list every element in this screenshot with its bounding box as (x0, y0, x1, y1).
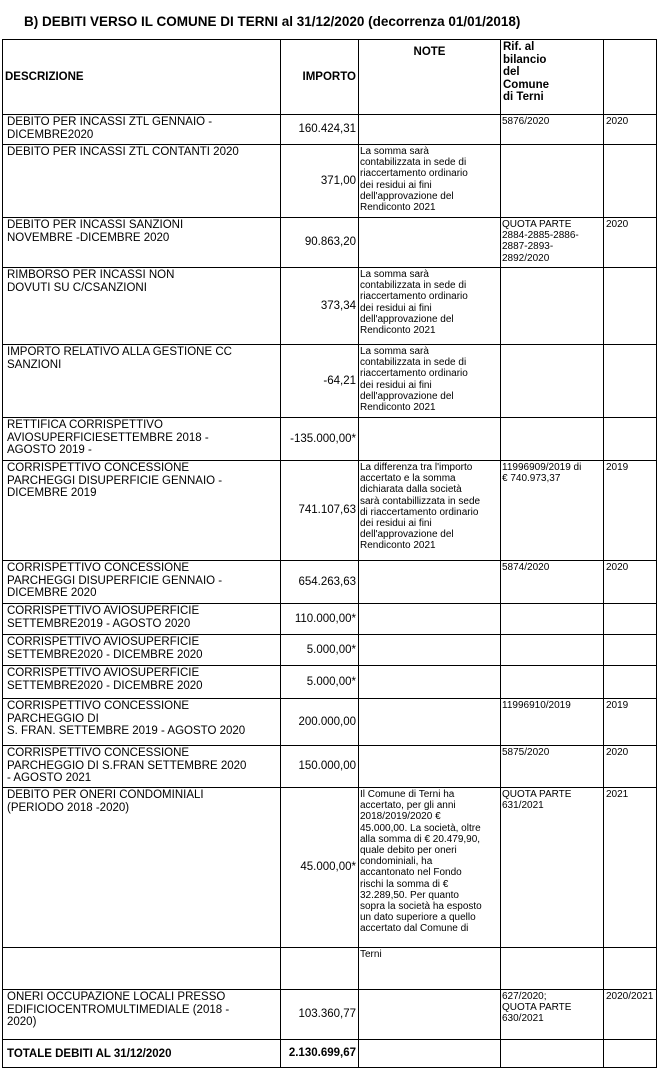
row-importo: 110.000,00* (281, 604, 359, 635)
table-row (3, 604, 657, 635)
row-descrizione: RIMBORSO PER INCASSI NON DOVUTI SU C/CSANZIONI (3, 268, 281, 345)
row-rif-bilancio (501, 948, 604, 990)
row-anno (604, 418, 657, 461)
table-row (3, 461, 657, 561)
row-rif-bilancio: 5874/2020 (501, 561, 604, 604)
total-importo: 2.130.699,67 (281, 1040, 359, 1068)
row-descrizione: CORRISPETTIVO CONCESSIONE PARCHEGGIO DI S.FRAN SETTEMBRE 2020 - AGOSTO 2021 (3, 746, 281, 788)
header-anno (604, 40, 657, 115)
row-anno (604, 268, 657, 345)
row-anno (604, 145, 657, 218)
row-note: La somma sarà contabilizzata in sede di riaccertamento ordinario dei residui ai fini dell'approvazione del Rendiconto 2021 (359, 345, 501, 418)
debts-table (2, 39, 657, 1068)
row-anno: 2020 (604, 115, 657, 145)
table-row (3, 345, 657, 418)
row-anno: 2020/2021 (604, 990, 657, 1040)
row-importo (281, 948, 359, 990)
row-note: Il Comune di Terni ha accertato, per gli anni 2018/2019/2020 € 45.000,00. La società, oltre alla somma di € 20.479,90, quale debito per oneri condominiali, ha accantonato nel Fondo rischi la somma di € 32.289,50. Per quanto sopra la società ha esposto un dato superiore a quello accertato dal Comune di (359, 788, 501, 948)
table-row (3, 948, 657, 990)
row-importo: 103.360,77 (281, 990, 359, 1040)
row-anno: 2020 (604, 218, 657, 268)
table-row (3, 268, 657, 345)
document-title: B) DEBITI VERSO IL COMUNE DI TERNI al 31/12/2020 (decorrenza 01/01/2018) (24, 14, 521, 29)
row-note: La somma sarà contabilizzata in sede di riaccertamento ordinario dei residui ai fini dell'approvazione del Rendiconto 2021 (359, 268, 501, 345)
row-rif-bilancio (501, 418, 604, 461)
row-anno (604, 635, 657, 666)
total-row (3, 1040, 657, 1068)
table-row (3, 990, 657, 1040)
row-importo: 200.000,00 (281, 699, 359, 746)
table-row (3, 635, 657, 666)
row-descrizione: CORRISPETTIVO CONCESSIONE PARCHEGGI DISUPERFICIE GENNAIO - DICEMBRE 2019 (3, 461, 281, 561)
row-rif-bilancio: QUOTA PARTE 631/2021 (501, 788, 604, 948)
row-descrizione: DEBITO PER INCASSI SANZIONI NOVEMBRE -DICEMBRE 2020 (3, 218, 281, 268)
row-descrizione (3, 948, 281, 990)
row-descrizione: CORRISPETTIVO AVIOSUPERFICIE SETTEMBRE2019 - AGOSTO 2020 (3, 604, 281, 635)
table-row (3, 699, 657, 746)
row-descrizione: CORRISPETTIVO AVIOSUPERFICIE SETTEMBRE2020 - DICEMBRE 2020 (3, 666, 281, 699)
row-descrizione: DEBITO PER ONERI CONDOMINIALI (PERIODO 2018 -2020) (3, 788, 281, 948)
row-note (359, 218, 501, 268)
row-rif-bilancio: 5876/2020 (501, 115, 604, 145)
table-row (3, 218, 657, 268)
row-descrizione: DEBITO PER INCASSI ZTL CONTANTI 2020 (3, 145, 281, 218)
row-importo: -64,21 (281, 345, 359, 418)
row-descrizione: CORRISPETTIVO CONCESSIONE PARCHEGGIO DI S. FRAN. SETTEMBRE 2019 - AGOSTO 2020 (3, 699, 281, 746)
row-rif-bilancio (501, 145, 604, 218)
row-importo: 371,00 (281, 145, 359, 218)
row-anno: 2020 (604, 561, 657, 604)
table-row (3, 561, 657, 604)
row-anno (604, 666, 657, 699)
row-note (359, 418, 501, 461)
row-descrizione: CORRISPETTIVO CONCESSIONE PARCHEGGI DISUPERFICIE GENNAIO - DICEMBRE 2020 (3, 561, 281, 604)
row-rif-bilancio: 5875/2020 (501, 746, 604, 788)
table-row (3, 418, 657, 461)
total-rif (501, 1040, 604, 1068)
header-importo: IMPORTO (281, 40, 359, 115)
row-note (359, 746, 501, 788)
row-importo: 150.000,00 (281, 746, 359, 788)
row-importo: 654.263,63 (281, 561, 359, 604)
row-importo: 5.000,00* (281, 635, 359, 666)
total-anno (604, 1040, 657, 1068)
row-importo: -135.000,00* (281, 418, 359, 461)
row-rif-bilancio (501, 345, 604, 418)
total-note (359, 1040, 501, 1068)
row-note (359, 604, 501, 635)
row-rif-bilancio (501, 268, 604, 345)
row-importo: 90.863,20 (281, 218, 359, 268)
row-descrizione: RETTIFICA CORRISPETTIVO AVIOSUPERFICIESETTEMBRE 2018 - AGOSTO 2019 - (3, 418, 281, 461)
row-rif-bilancio: 627/2020; QUOTA PARTE 630/2021 (501, 990, 604, 1040)
row-note (359, 699, 501, 746)
row-descrizione: IMPORTO RELATIVO ALLA GESTIONE CC SANZIONI (3, 345, 281, 418)
row-note: La differenza tra l'importo accertato e la somma dichiarata dalla società sarà contabillizzata in sede di riaccertamento ordinario dei residui ai fini dell'approvazione del Rendiconto 2021 (359, 461, 501, 561)
row-importo: 5.000,00* (281, 666, 359, 699)
row-anno (604, 345, 657, 418)
row-anno: 2020 (604, 746, 657, 788)
table-row (3, 145, 657, 218)
row-note: Terni (359, 948, 501, 990)
row-note (359, 115, 501, 145)
row-note: La somma sarà contabilizzata in sede di riaccertamento ordinario dei residui ai fini dell'approvazione del Rendiconto 2021 (359, 145, 501, 218)
row-rif-bilancio: QUOTA PARTE 2884-2885-2886- 2887-2893- 2892/2020 (501, 218, 604, 268)
row-descrizione: CORRISPETTIVO AVIOSUPERFICIE SETTEMBRE2020 - DICEMBRE 2020 (3, 635, 281, 666)
row-importo: 741.107,63 (281, 461, 359, 561)
row-importo: 373,34 (281, 268, 359, 345)
row-anno: 2021 (604, 788, 657, 948)
row-importo: 45.000,00* (281, 788, 359, 948)
row-rif-bilancio: 11996909/2019 di € 740.973,37 (501, 461, 604, 561)
row-note (359, 990, 501, 1040)
table-row (3, 788, 657, 948)
row-anno: 2019 (604, 699, 657, 746)
row-descrizione: ONERI OCCUPAZIONE LOCALI PRESSO EDIFICIOCENTROMULTIMEDIALE (2018 - 2020) (3, 990, 281, 1040)
header-row (3, 40, 657, 115)
table-row (3, 666, 657, 699)
row-rif-bilancio: 11996910/2019 (501, 699, 604, 746)
header-rif-bilancio (501, 40, 604, 115)
row-importo: 160.424,31 (281, 115, 359, 145)
row-anno (604, 948, 657, 990)
table-row (3, 746, 657, 788)
row-anno: 2019 (604, 461, 657, 561)
row-rif-bilancio (501, 635, 604, 666)
table-row (3, 115, 657, 145)
row-note (359, 666, 501, 699)
row-note (359, 635, 501, 666)
header-note: NOTE (359, 40, 501, 115)
row-rif-bilancio (501, 604, 604, 635)
row-note (359, 561, 501, 604)
header-rif-text: Rif. al bilancio del Comune di Terni (503, 41, 549, 103)
row-anno (604, 604, 657, 635)
row-descrizione: DEBITO PER INCASSI ZTL GENNAIO - DICEMBRE2020 (3, 115, 281, 145)
row-rif-bilancio (501, 666, 604, 699)
total-label: TOTALE DEBITI AL 31/12/2020 (3, 1040, 281, 1068)
header-descrizione: DESCRIZIONE (3, 40, 281, 115)
